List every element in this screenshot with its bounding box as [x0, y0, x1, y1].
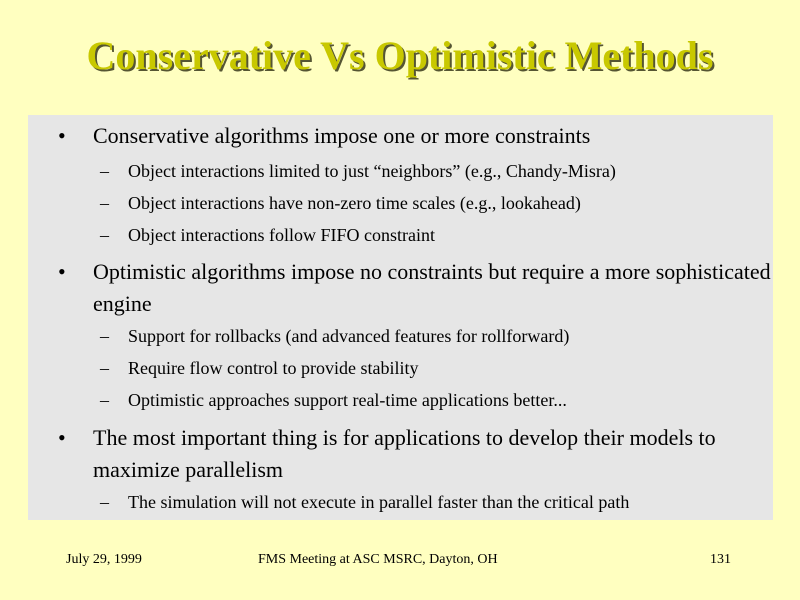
sub-bullet-text: Object interactions follow FIFO constraint	[128, 225, 435, 245]
footer-event: FMS Meeting at ASC MSRC, Dayton, OH	[258, 552, 498, 567]
slide-title: Conservative Vs Optimistic Methods	[86, 33, 714, 78]
footer-page-number: 131	[710, 552, 731, 567]
sub-bullet-text: Support for rollbacks (and advanced features for rollforward)	[128, 326, 570, 346]
sub-bullet-text: Object interactions limited to just “neighbors” (e.g., Chandy-Misra)	[128, 161, 616, 181]
sub-marker: –	[100, 390, 109, 410]
sub-marker: –	[100, 492, 109, 512]
sub-marker: –	[100, 225, 109, 245]
sub-bullet-text: Require flow control to provide stability	[128, 358, 419, 378]
sub-bullet-text: Object interactions have non-zero time scales (e.g., lookahead)	[128, 193, 581, 213]
sub-marker: –	[100, 358, 109, 378]
bullet-text: Conservative algorithms impose one or more constraints	[93, 123, 591, 148]
bullet-marker: •	[58, 123, 66, 148]
sub-bullet-text: The simulation will not execute in parallel faster than the critical path	[128, 492, 630, 512]
content-area	[28, 115, 773, 520]
sub-marker: –	[100, 161, 109, 181]
bullet-marker: •	[58, 259, 66, 284]
bullet-marker: •	[58, 425, 66, 450]
footer-date: July 29, 1999	[66, 552, 142, 567]
bullet-text: The most important thing is for applications to develop their models to maximize parallelism	[93, 425, 716, 482]
sub-bullet-text: Optimistic approaches support real-time applications better...	[128, 390, 567, 410]
sub-marker: –	[100, 326, 109, 346]
sub-marker: –	[100, 193, 109, 213]
bullet-text: Optimistic algorithms impose no constraints but require a more sophisticated engine	[93, 259, 771, 316]
